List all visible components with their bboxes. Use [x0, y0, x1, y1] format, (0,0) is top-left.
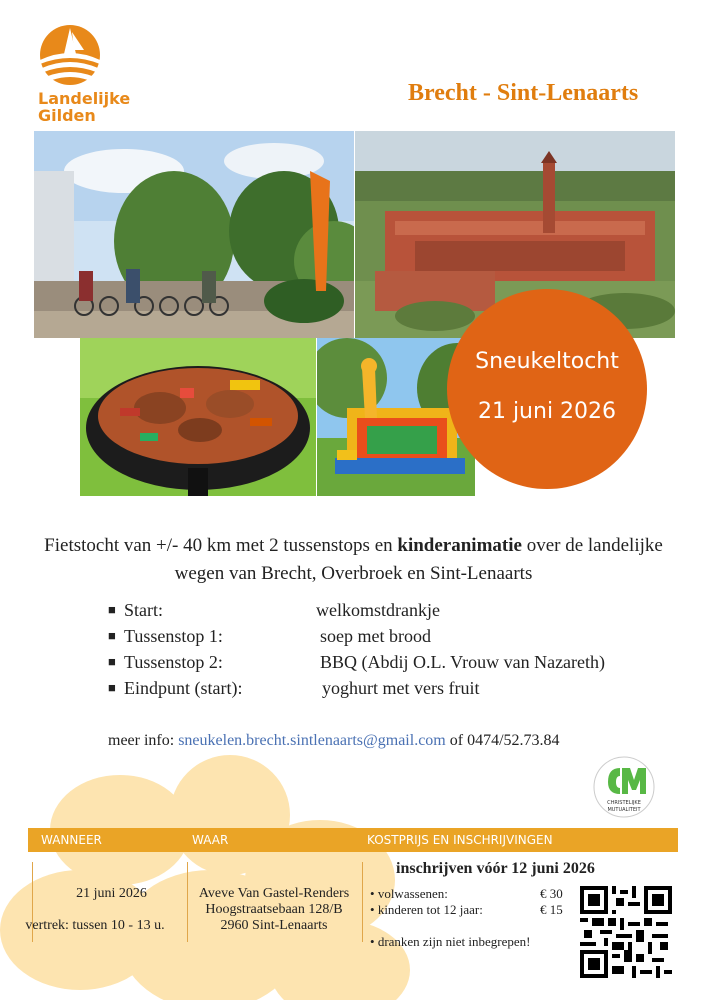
- contact-phone: of 0474/52.73.84: [445, 732, 560, 749]
- price-amount: € 15: [540, 902, 563, 917]
- bullet-icon: ■: [108, 654, 116, 669]
- stop-label: Tussenstop 1:: [124, 626, 223, 646]
- price-row: [370, 886, 570, 902]
- stop-label: Tussenstop 2:: [124, 652, 223, 672]
- price-list: [370, 886, 570, 918]
- header-kostprijs: KOSTPRIJS EN INSCHRIJVINGEN: [367, 833, 553, 847]
- logo-line-1: Landelijke: [38, 89, 131, 108]
- price-label: kinderen tot 12 jaar:: [377, 902, 483, 917]
- photo-cyclists: [34, 131, 354, 338]
- event-date-cell: 21 juni 2026: [76, 886, 147, 901]
- register-deadline: inschrijven vóór 12 juni 2026: [396, 860, 595, 877]
- stop-label: Start:: [124, 600, 163, 620]
- email-link[interactable]: sneukelen.brecht.sintlenaarts@gmail.com: [178, 732, 446, 749]
- stop-label: Eindpunt (start):: [124, 678, 243, 698]
- contact-info: [108, 732, 560, 750]
- price-amount: € 30: [540, 886, 563, 901]
- cm-line-1: CHRISTELIJKE: [607, 800, 641, 806]
- location-title: Brecht - Sint-Lenaarts: [408, 80, 639, 106]
- info-table-header: [28, 828, 678, 852]
- bullet-icon: •: [370, 886, 378, 901]
- price-label: volwassenen:: [377, 886, 448, 901]
- event-title: Sneukeltocht: [475, 349, 619, 374]
- landelijke-gilden-logo: [36, 24, 104, 86]
- drinks-note-text: dranken zijn niet inbegrepen!: [377, 934, 531, 949]
- column-divider: [362, 862, 363, 942]
- price-row: [370, 902, 570, 918]
- intro-part-1: Fietstocht van +/- 40 km met 2 tussenstops en: [44, 535, 398, 556]
- stop-value: soep met brood: [320, 626, 431, 646]
- stop-value: BBQ (Abdij O.L. Vrouw van Nazareth): [320, 652, 606, 672]
- logo-line-2: Gilden: [38, 106, 96, 125]
- address-line: Hoogstraatsebaan 128/B: [205, 902, 343, 917]
- contact-prefix: meer info:: [108, 732, 179, 749]
- address-line: Aveve Van Gastel-Renders: [198, 886, 350, 901]
- cm-line-2: MUTUALITEIT: [607, 807, 641, 813]
- stop-value: welkomstdrankje: [316, 600, 440, 620]
- event-badge: [447, 289, 647, 489]
- cm-logo: [592, 756, 656, 818]
- bullet-icon: ■: [108, 628, 116, 643]
- drinks-note: [370, 934, 531, 950]
- bullet-icon: ■: [108, 602, 116, 617]
- intro-text: [40, 532, 667, 588]
- photo-bbq: [80, 338, 316, 496]
- stop-value: yoghurt met vers fruit: [322, 678, 480, 698]
- bullet-icon: •: [370, 902, 378, 917]
- bullet-icon: ■: [108, 680, 116, 695]
- bullet-icon: •: [370, 934, 378, 949]
- intro-bold: kinderanimatie: [397, 535, 522, 556]
- header-waar: WAAR: [192, 833, 229, 847]
- qr-code[interactable]: [580, 886, 672, 978]
- address-line: 2960 Sint-Lenaarts: [220, 918, 328, 933]
- logo-text: [38, 90, 130, 124]
- intro-part-2: over de landelijke wegen van Brecht, Overbroek en Sint-Lenaarts: [174, 535, 663, 584]
- header-wanneer: WANNEER: [41, 833, 102, 847]
- location-address: [188, 886, 360, 934]
- departure-time: vertrek: tussen 10 - 13 u.: [25, 918, 165, 933]
- event-date: 21 juni 2026: [477, 399, 617, 424]
